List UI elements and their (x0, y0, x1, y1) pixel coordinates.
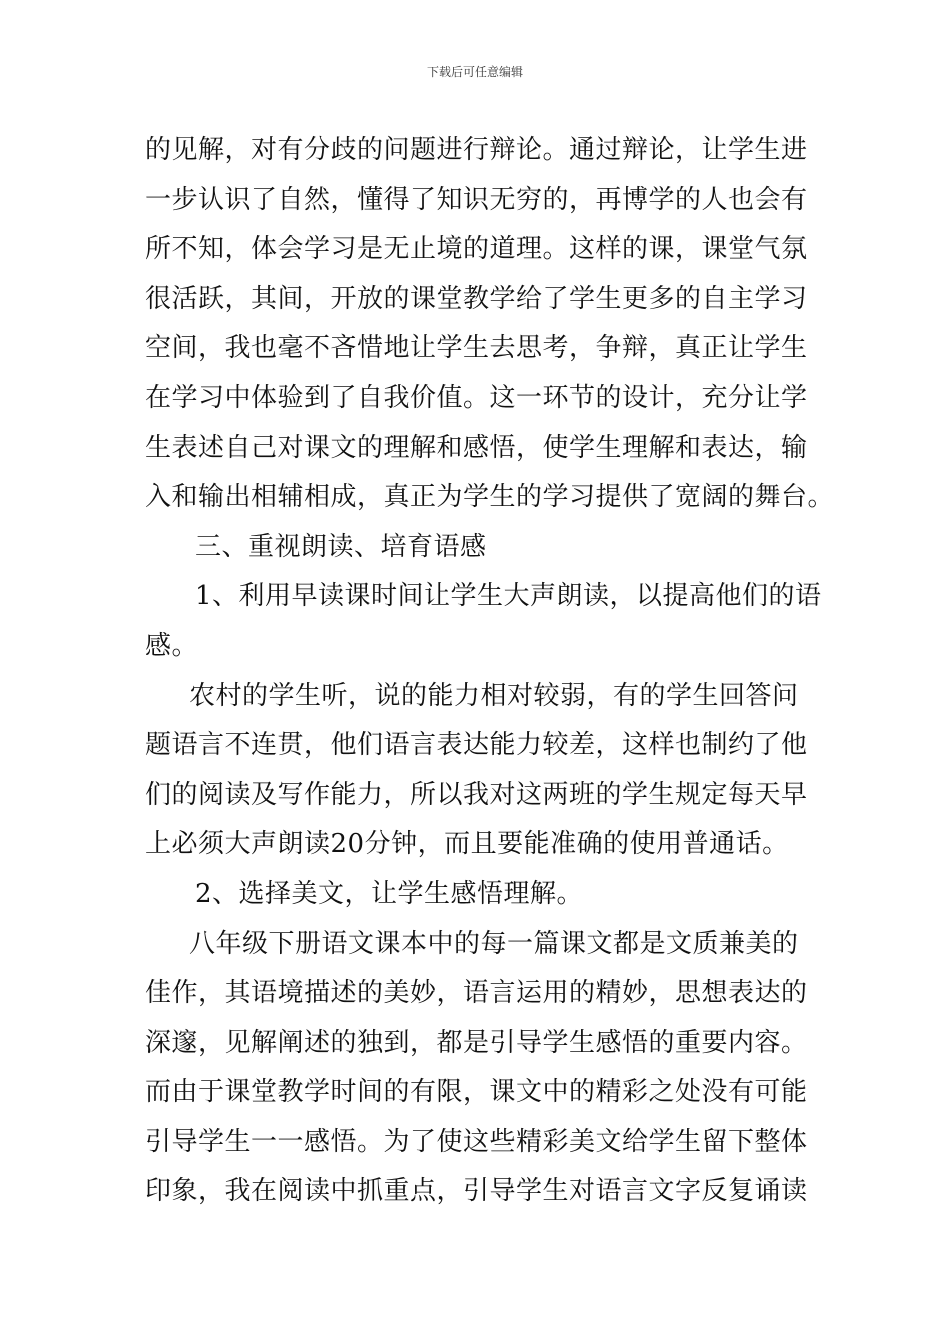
section-heading: 三、重视朗读、培育语感 (195, 531, 487, 562)
text-line: 一步认识了自然，懂得了知识无穷的，再博学的人也会有 (145, 184, 808, 215)
paragraph-start: 八年级下册语文课本中的每一篇课文都是文质兼美的 (189, 928, 799, 959)
text-line: 们的阅读及写作能力，所以我对这两班的学生规定每天早 (145, 779, 808, 810)
text-line: 题语言不连贯，他们语言表达能力较差，这样也制约了他 (145, 730, 808, 761)
text-line: 入和输出相辅相成，真正为学生的学习提供了宽阔的舞台。 (145, 482, 835, 513)
text-line: 印象，我在阅读中抓重点，引导学生对语言文字反复诵读 (145, 1176, 808, 1207)
text-line: 佳作，其语境描述的美妙，语言运用的精妙，思想表达的 (145, 978, 808, 1009)
subsection-heading: 2、选择美文，让学生感悟理解。 (195, 878, 584, 909)
text-line: 的见解，对有分歧的问题进行辩论。通过辩论，让学生进 (145, 135, 808, 165)
text-line: 引导学生一一感悟。为了使这些精彩美文给学生留下整体 (145, 1126, 808, 1157)
paragraph-start: 农村的学生听，说的能力相对较弱，有的学生回答问 (189, 680, 799, 711)
subsection-heading: 1、利用早读课时间让学生大声朗读，以提高他们的语 (195, 581, 822, 612)
text-line: 上必须大声朗读20分钟，而且要能准确的使用普通话。 (145, 829, 789, 860)
text-line: 所不知，体会学习是无止境的道理。这样的课，课堂气氛 (145, 234, 808, 265)
text-line: 空间，我也毫不吝惜地让学生去思考，争辩，真正让学生 (145, 333, 808, 364)
document-body (145, 126, 835, 1217)
text-line: 在学习中体验到了自我价值。这一环节的设计，充分让学 (145, 382, 808, 413)
text-line: 而由于课堂教学时间的有限，课文中的精彩之处没有可能 (145, 1077, 808, 1108)
page-header: 下载后可任意编辑 (426, 65, 523, 79)
text-line: 生表述自己对课文的理解和感悟，使学生理解和表达，输 (145, 432, 808, 463)
text-line: 感。 (145, 630, 199, 661)
text-line: 很活跃，其间，开放的课堂教学给了学生更多的自主学习 (145, 283, 808, 314)
text-line: 深邃，见解阐述的独到，都是引导学生感悟的重要内容。 (145, 1027, 808, 1058)
